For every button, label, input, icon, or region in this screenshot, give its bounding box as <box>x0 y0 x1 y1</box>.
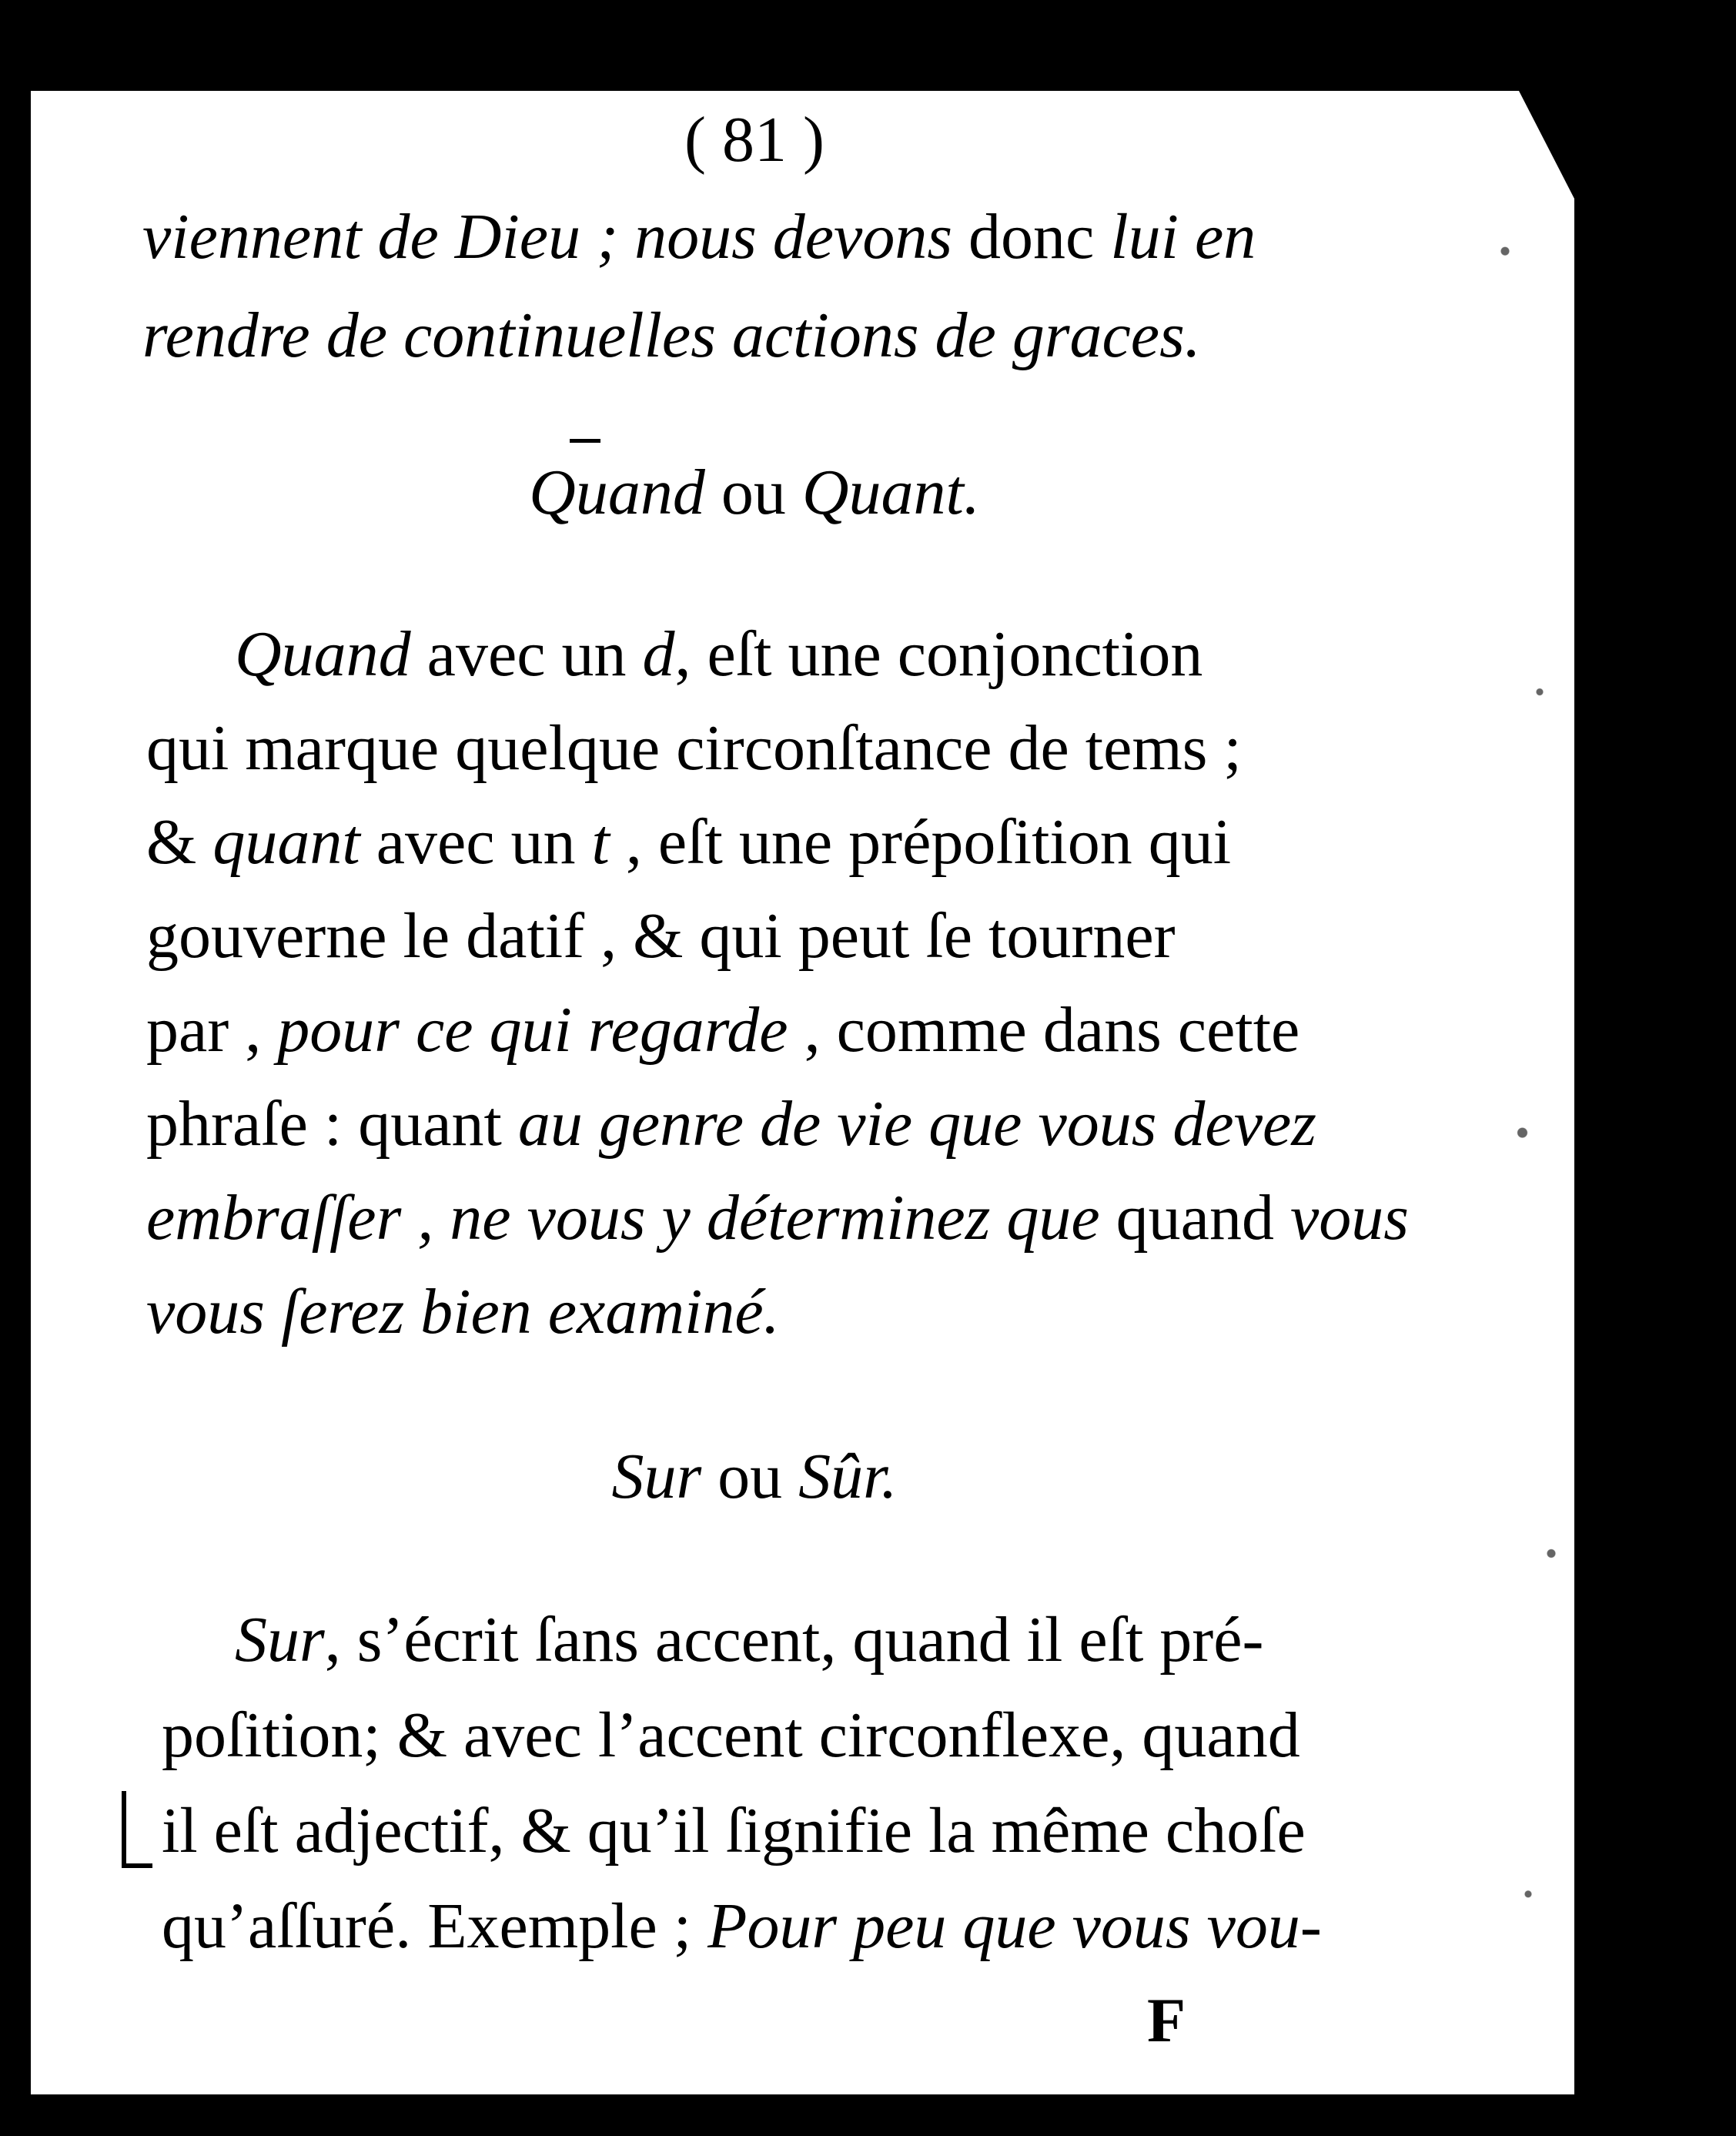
paragraph-1-line-8: vous ſerez bien examiné. <box>146 1276 780 1348</box>
heading-1-italic-b: Quant. <box>801 457 980 528</box>
paragraph-1-line-4: gouverne le datif , & qui peut ſe tourner <box>146 900 1176 972</box>
q1-italic: Sur <box>235 1604 325 1676</box>
text-line-2: rendre de continuelles actions de graces. <box>142 300 1201 371</box>
p1-italic-a: Quand <box>235 618 411 690</box>
p1-roman-a: avec un <box>410 618 643 690</box>
q4-roman: qu’aſſuré. Exemple ; <box>162 1890 708 1962</box>
line-1-italic-a: viennent de Dieu ; nous devons <box>142 201 953 273</box>
p3-roman-c: , eſt une prépoſition qui <box>609 806 1232 878</box>
heading-2-italic-a: Sur <box>611 1441 702 1512</box>
p5-italic: pour ce qui regarde <box>277 994 788 1066</box>
heading-quand-quant <box>31 457 1478 528</box>
p7-italic-a: embraſſer , ne vous y déterminez que <box>146 1182 1100 1254</box>
paragraph-2-line-1 <box>235 1604 1264 1676</box>
p3-italic-a: quant <box>212 806 360 878</box>
paragraph-1-line-5 <box>146 994 1300 1066</box>
line-1-roman: donc <box>952 201 1111 273</box>
p6-italic: au genre de vie que vous devez <box>517 1088 1316 1160</box>
paragraph-2-line-2: poſition; & avec l’accent circonflexe, quand <box>162 1699 1300 1771</box>
q1-roman: , s’écrit ſans accent, quand il eſt pré- <box>324 1604 1264 1676</box>
text-line-1 <box>142 201 1256 273</box>
p5-roman-b: , comme dans cette <box>788 994 1300 1066</box>
heading-1-roman: ou <box>704 457 802 528</box>
p3-roman-b: avec un <box>360 806 592 878</box>
paragraph-1-line-7 <box>146 1182 1409 1254</box>
q4-italic: Pour peu que vous vou- <box>707 1890 1322 1962</box>
paragraph-2-line-4 <box>162 1890 1322 1962</box>
p1-roman-b: , eſt une conjonction <box>674 618 1203 690</box>
p3-italic-b: t <box>591 806 610 878</box>
p7-italic-b: vous <box>1289 1182 1409 1254</box>
heading-sur-sur <box>31 1441 1478 1512</box>
heading-2-roman: ou <box>701 1441 799 1512</box>
paragraph-1-line-1 <box>235 618 1203 690</box>
p1-italic-b: d <box>642 618 675 690</box>
heading-2-italic-b: Sûr. <box>798 1441 898 1512</box>
book-page <box>31 91 1574 2094</box>
signature-mark: F <box>1147 1985 1186 2055</box>
paragraph-1-line-3 <box>146 806 1232 878</box>
page-number: ( 81 ) <box>684 104 825 176</box>
paragraph-2-line-3: il eſt adjectif, & qu’il ſignifie la même choſe <box>162 1795 1306 1866</box>
page-text <box>31 91 1574 2094</box>
p6-roman: phraſe : quant <box>146 1088 518 1160</box>
paragraph-1-line-2: qui marque quelque circonſtance de tems ; <box>146 712 1242 784</box>
dash-mark <box>570 439 600 443</box>
p7-roman: quand <box>1099 1182 1290 1254</box>
margin-bracket-vertical <box>122 1791 126 1868</box>
margin-bracket-horizontal <box>122 1863 152 1868</box>
line-1-italic-b: lui en <box>1110 201 1256 273</box>
paragraph-1-line-6 <box>146 1088 1316 1160</box>
p5-roman-a: par , <box>146 994 278 1066</box>
heading-1-italic-a: Quand <box>529 457 705 528</box>
p3-roman-a: & <box>146 806 213 878</box>
